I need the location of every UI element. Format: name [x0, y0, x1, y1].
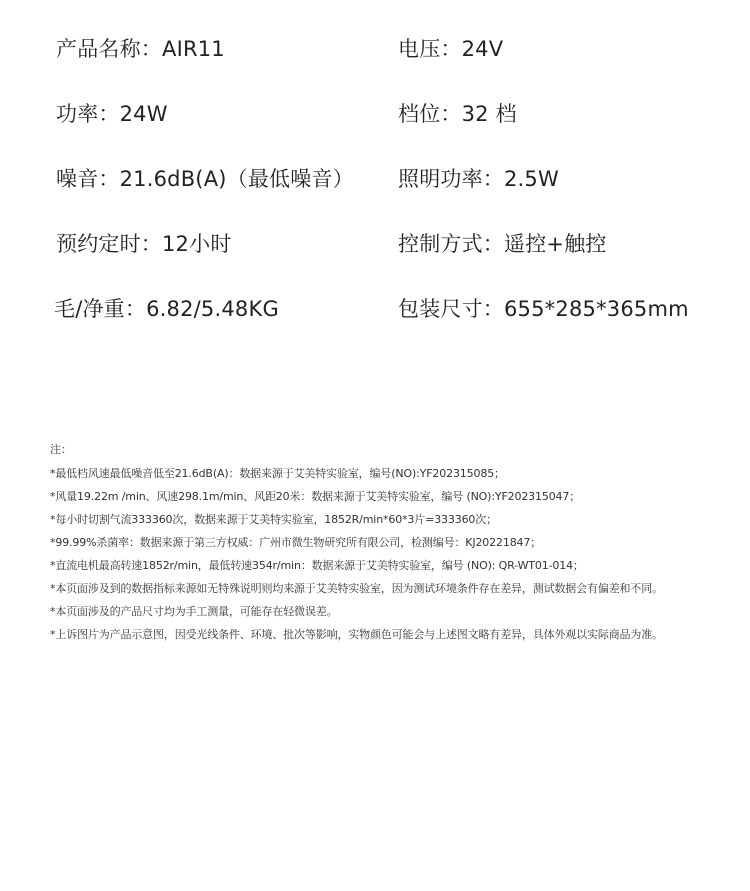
spec-value: AIR11	[162, 37, 225, 61]
footnote-item: *最低档风速最低噪音低至21.6dB(A)：数据来源于艾美特实验室，编号(NO):YF202315085；	[50, 467, 505, 480]
spec-value: 遥控+触控	[504, 232, 607, 256]
footnote-item: *99.99%杀菌率：数据来源于第三方权威：广州市微生物研究所有限公司，检测编号：KJ20221847；	[50, 536, 542, 549]
footnote-list	[50, 462, 740, 646]
spec-voltage	[398, 34, 503, 64]
footnotes-title: 注：	[50, 443, 72, 456]
spec-label: 照明功率：	[398, 167, 504, 191]
spec-label: 产品名称：	[56, 37, 162, 61]
spec-noise	[56, 164, 354, 194]
footnote-item: *本页面涉及到的数据指标来源如无特殊说明则均来源于艾美特实验室，因为测试环境条件存在差异，测试数据会有偏差和不同。	[50, 582, 663, 595]
spec-gears	[398, 99, 517, 129]
spec-label: 噪音：	[56, 167, 120, 191]
spec-value: 2.5W	[504, 167, 559, 191]
spec-value: 24W	[119, 102, 168, 126]
footnote-item: *上诉图片为产品示意图，因受光线条件、环境、批次等影响，实物颜色可能会与上述图文略有差异，具体外观以实际商品为准。	[50, 628, 663, 641]
footnotes	[50, 441, 740, 646]
spec-label: 预约定时：	[56, 232, 162, 256]
footnote-item: *风量19.22m /min、风速298.1m/min、风距20米：数据来源于艾美特实验室，编号 (NO):YF202315047；	[50, 490, 581, 503]
spec-value: 12小时	[162, 232, 232, 256]
spec-label: 档位：	[398, 102, 462, 126]
footnote-item: *每小时切割气流333360次，数据来源于艾美特实验室，1852R/min*60*3片=333360次；	[50, 513, 497, 526]
spec-label: 包装尺寸：	[398, 297, 504, 321]
spec-weight	[54, 294, 279, 324]
spec-package-size	[398, 294, 689, 324]
spec-power	[56, 99, 168, 129]
spec-value: 21.6dB(A)（最低噪音）	[119, 167, 354, 191]
spec-label: 电压：	[398, 37, 462, 61]
spec-value: 32 档	[461, 102, 517, 126]
spec-label: 功率：	[56, 102, 120, 126]
spec-lighting-power	[398, 164, 559, 194]
spec-timer	[56, 229, 232, 259]
spec-value: 6.82/5.48KG	[146, 297, 279, 321]
spec-label: 毛/净重：	[54, 297, 147, 321]
spec-value: 655*285*365mm	[504, 297, 689, 321]
footnote-item: *本页面涉及的产品尺寸均为手工测量，可能存在轻微误差。	[50, 605, 338, 618]
spec-value: 24V	[461, 37, 504, 61]
footnote-item: *直流电机最高转速1852r/min，最低转速354r/min：数据来源于艾美特实验室，编号 (NO): QR-WT01-014；	[50, 559, 584, 572]
spec-label: 控制方式：	[398, 232, 504, 256]
spec-product-name	[56, 34, 225, 64]
spec-control-method	[398, 229, 607, 259]
